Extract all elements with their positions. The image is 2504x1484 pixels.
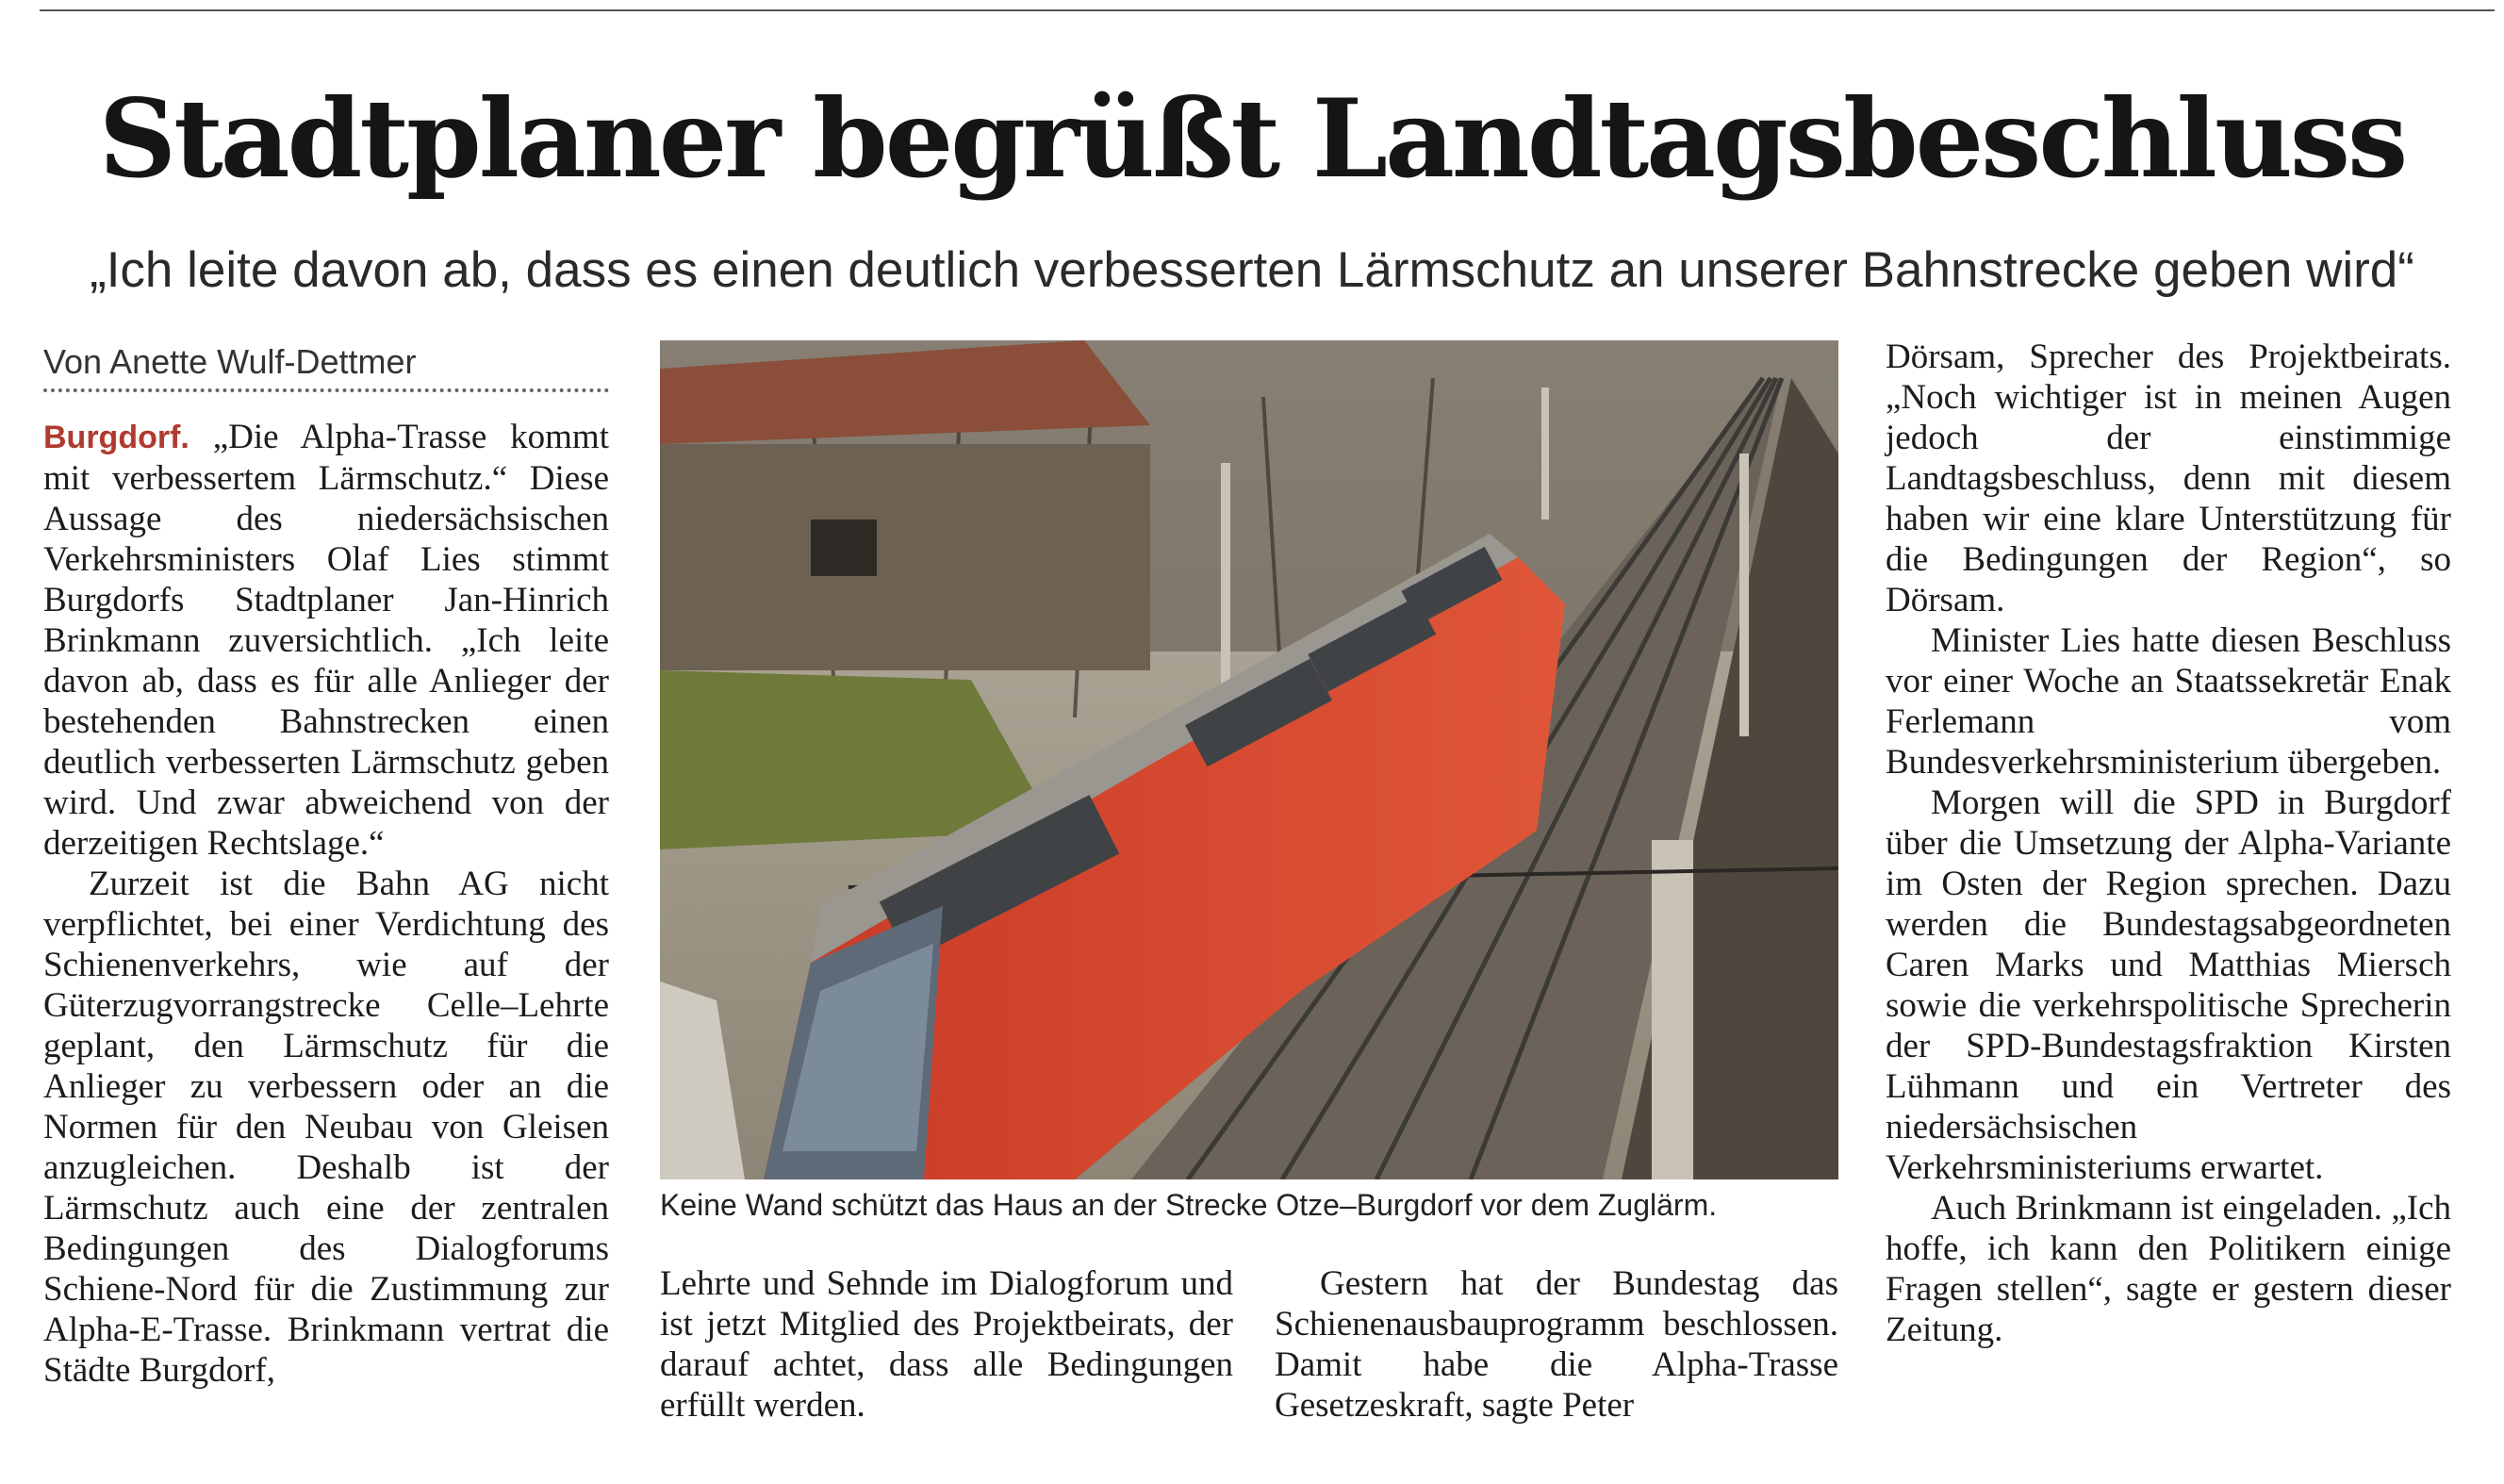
article-headline: Stadtplaner begrüßt Landtagsbeschluss [98, 75, 2406, 202]
article-subheadline: „Ich leite davon ab, dass es einen deutlich verbesserten Lärmschutz an unserer Bahnstrecke geben wird“ [90, 242, 2414, 298]
photo-caption: Keine Wand schützt das Haus an der Strecke Otze–Burgdorf vor dem Zuglärm. [660, 1188, 1718, 1222]
byline: Von Anette Wulf-Dettmer [43, 342, 417, 381]
paragraph-text: „Die Alpha-Trasse kommt mit verbessertem Lärmschutz.“ Diese Aussage des niedersächsischen Verkehrsministers Olaf Lies stimmt Burgdorfs Stadtplaner Jan-Hinrich Brinkmann zuversichtlich. „Ich leite davon ab, dass es für alle Anlieger der bestehenden Bahnstrecken einen deutlich verbesserten Lärmschutz geben wird. Und zwar abweichend von der derzeitigen Rechtslage.“ [43, 418, 609, 863]
paragraph [43, 417, 609, 864]
column-3 [1275, 1263, 1838, 1426]
column-1 [43, 417, 609, 1391]
paragraph: Zurzeit ist die Bahn AG nicht verpflichtet, bei einer Verdichtung des Schienenverkehrs, wie auf der Güterzugvorrangstrecke Celle–Lehrte geplant, den Lärmschutz für die Anlieger zu verbessern oder an die Normen für den Neubau von Gleisen anzugleichen. Deshalb ist der Lärmschutz auch eine der zentralen Bedingungen des Dialogforums Schiene-Nord für die Zustimmung zur Alpha-E-Trasse. Brinkmann vertrat die Städte Burgdorf, [43, 865, 609, 1390]
top-rule [40, 9, 2495, 11]
paragraph: Morgen will die SPD in Burgdorf über die Umsetzung der Alpha-Variante im Osten der Region sprechen. Dazu werden die Bundestagsabgeordneten Caren Marks und Matthias Miersch sowie die verkehrspolitische Sprecherin der SPD-Bundestagsfraktion Kirsten Lühmann und ein Vertreter des niedersächsischen Verkehrsministeriums erwartet. [1886, 783, 2451, 1187]
column-2 [660, 1263, 1233, 1426]
train-photo-illustration [660, 340, 1838, 1179]
paragraph: Auch Brinkmann ist eingeladen. „Ich hoffe, ich kann den Politikern einige Fragen stellen“, sagte er gestern dieser Zeitung. [1886, 1189, 2451, 1349]
column-4 [1886, 337, 2451, 1350]
paragraph: Lehrte und Sehnde im Dialogforum und ist jetzt Mitglied des Projektbeirats, der darauf achtet, dass alle Bedingungen erfüllt werden. [660, 1264, 1233, 1425]
paragraph: Minister Lies hatte diesen Beschluss vor einer Woche an Staatssekretär Enak Ferlemann vom Bundesverkehrsministerium übergeben. [1886, 621, 2451, 782]
train-photo [660, 340, 1838, 1179]
paragraph: Dörsam, Sprecher des Projektbeirats. „Noch wichtiger ist in meinen Augen jedoch der einstimmige Landtagsbeschluss, denn mit diesem haben wir eine klare Unterstützung für die Bedingungen der Region“, so Dörsam. [1886, 338, 2451, 619]
byline-divider [43, 388, 609, 392]
dateline: Burgdorf. [43, 420, 189, 455]
paragraph: Gestern hat der Bundestag das Schienenausbauprogramm beschlossen. Damit habe die Alpha-Trasse Gesetzeskraft, sagte Peter [1275, 1264, 1838, 1425]
